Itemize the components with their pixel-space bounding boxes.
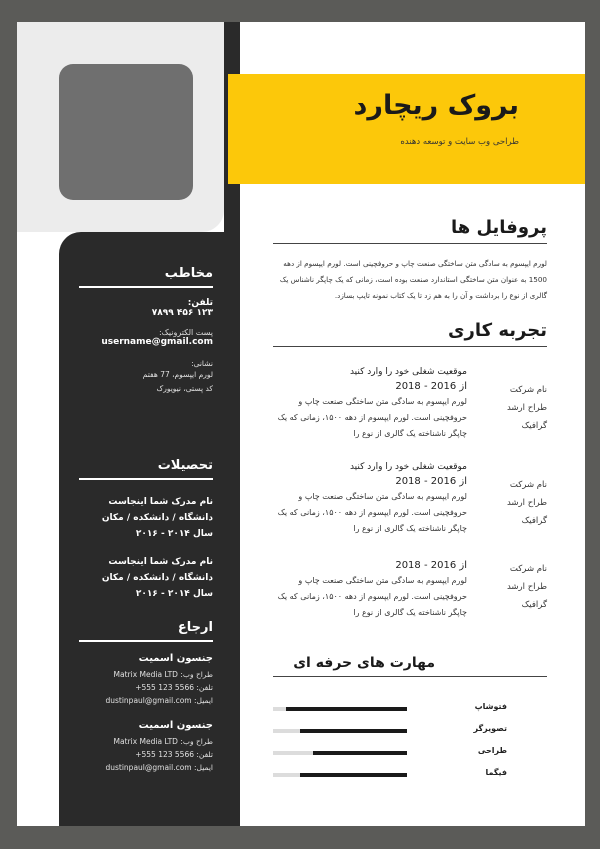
person-name: بروک ریچارد <box>353 90 519 121</box>
reference-email: dustinpaul@gmail.com <box>105 763 192 772</box>
job-entry <box>273 462 547 532</box>
company-name: نام شرکت <box>509 564 547 574</box>
job-description: لورم ایپسوم به سادگی متن ساختگی صنعت چاپ و حروفچینی است. لورم ایپسوم از دهه ۱۵۰۰، زمانی که یک چاپگر ناشناخته یک گالری از نوع را <box>277 397 467 438</box>
job-position: موقعیت شغلی خود را وارد کنید <box>349 367 467 377</box>
skill-row <box>273 768 547 782</box>
degree-name: نام مدرک شما اینجاست <box>108 557 213 567</box>
degree-name: نام مدرک شما اینجاست <box>108 497 213 507</box>
skill-bar-track <box>273 729 407 733</box>
references-section <box>79 620 213 774</box>
profile-section <box>273 217 547 304</box>
profile-photo-placeholder <box>59 64 193 200</box>
skill-bar-track <box>273 773 407 777</box>
skill-bar-track <box>273 707 407 711</box>
resume-page <box>17 22 585 826</box>
reference-name: جنسون اسمیت <box>138 653 213 664</box>
experience-section <box>273 320 547 347</box>
reference-company: Matrix Media LTD <box>113 670 178 679</box>
skill-bar-track <box>273 751 407 755</box>
profile-text: لورم ایپسوم به سادگی متن ساختگی صنعت چاپ و حروفچینی است. لورم ایپسوم از دهه 1500 به عنوان متن ساختگی استاندارد صنعت بوده است، زمانی که یک چاپگر ناشناس یک گالری از نوع را برداشت و آن را به هم زد تا یک کتاب نمونه تایپ بسازد. <box>279 259 547 300</box>
education-years: سال ۲۰۱۴ - ۲۰۱۶ <box>135 589 213 599</box>
address-line-2: کد پستی، نیویورک <box>156 384 213 393</box>
skill-row <box>273 746 547 760</box>
reference-phone-label: تلفن: <box>196 750 213 759</box>
reference-phone: +555 123 5566 <box>135 750 194 759</box>
person-role: طراحی وب سایت و توسعه دهنده <box>400 137 519 147</box>
skill-bar-fill <box>300 729 407 733</box>
job-description: لورم ایپسوم به سادگی متن ساختگی صنعت چاپ و حروفچینی است. لورم ایپسوم از دهه ۱۵۰۰، زمانی که یک چاپگر ناشناخته یک گالری از نوع را <box>277 576 467 617</box>
job-dates: از 2016 - 2018 <box>395 560 467 571</box>
address-line-1: لورم ایپسوم، 77 هفتم <box>142 370 213 379</box>
skill-bar-fill <box>313 751 407 755</box>
job-description: لورم ایپسوم به سادگی متن ساختگی صنعت چاپ و حروفچینی است. لورم ایپسوم از دهه ۱۵۰۰، زمانی که یک چاپگر ناشناخته یک گالری از نوع را <box>277 492 467 533</box>
phone-value: ۱۲۳ ۴۵۶ ۷۸۹۹ <box>151 308 213 318</box>
reference-phone-label: تلفن: <box>196 683 213 692</box>
job-entry <box>273 560 547 630</box>
reference-company-label: طراح وب: <box>180 737 213 746</box>
skills-heading: مهارت های حرفه ای <box>273 655 547 677</box>
reference-company-label: طراح وب: <box>180 670 213 679</box>
job-role: طراح ارشد گرافیک <box>506 498 547 526</box>
skill-bar-fill <box>300 773 407 777</box>
education-heading: تحصیلات <box>79 458 213 480</box>
skill-name: طراحی <box>477 746 507 755</box>
email-label: پست الکترونیک: <box>158 328 213 337</box>
education-section <box>79 458 213 602</box>
experience-heading: تجربه کاری <box>273 320 547 347</box>
education-years: سال ۲۰۱۴ - ۲۰۱۶ <box>135 529 213 539</box>
school-name: دانشگاه / دانشکده / مکان <box>101 573 213 583</box>
reference-company: Matrix Media LTD <box>113 737 178 746</box>
education-item <box>79 554 213 602</box>
company-name: نام شرکت <box>509 385 547 395</box>
company-name: نام شرکت <box>509 480 547 490</box>
skill-row <box>273 724 547 738</box>
email-value: username@gmail.com <box>101 337 213 347</box>
skills-section <box>273 655 547 677</box>
job-dates: از 2016 - 2018 <box>395 476 467 487</box>
references-heading: ارجاع <box>79 620 213 642</box>
school-name: دانشگاه / دانشکده / مکان <box>101 513 213 523</box>
job-position: موقعیت شغلی خود را وارد کنید <box>349 462 467 472</box>
skill-name: فیگما <box>485 768 507 777</box>
profile-heading: پروفایل ها <box>273 217 547 244</box>
education-item <box>79 494 213 542</box>
reference-email-label: ایمیل: <box>194 763 213 772</box>
reference-item <box>79 652 213 707</box>
phone-label: تلفن: <box>187 298 213 308</box>
address-label: نشانی: <box>191 359 213 368</box>
job-entry <box>273 367 547 437</box>
contact-section <box>79 266 213 396</box>
job-role: طراح ارشد گرافیک <box>506 403 547 431</box>
job-role: طراح ارشد گرافیک <box>506 582 547 610</box>
reference-name: جنسون اسمیت <box>138 720 213 731</box>
skill-name: تصویرگر <box>473 724 507 733</box>
reference-item <box>79 719 213 774</box>
reference-email-label: ایمیل: <box>194 696 213 705</box>
contact-heading: مخاطب <box>79 266 213 288</box>
reference-phone: +555 123 5566 <box>135 683 194 692</box>
skill-name: فتوشاپ <box>474 702 507 711</box>
reference-email: dustinpaul@gmail.com <box>105 696 192 705</box>
job-dates: از 2016 - 2018 <box>395 381 467 392</box>
skill-bar-fill <box>286 707 407 711</box>
skill-row <box>273 702 547 716</box>
